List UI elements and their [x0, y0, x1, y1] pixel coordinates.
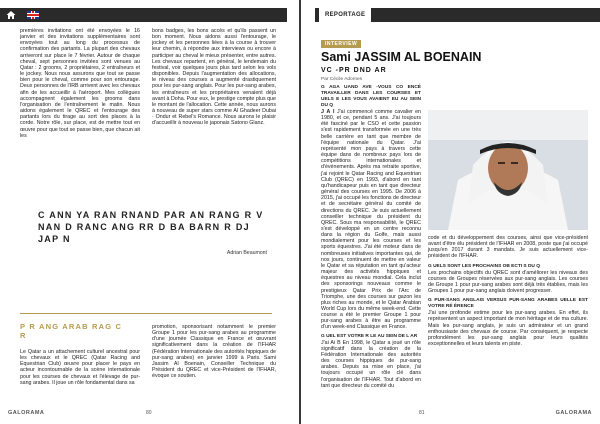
home-icon[interactable] [6, 10, 16, 20]
right-page [301, 0, 600, 424]
answer-text: J'ai une profonde estime pour les pur-sang arabes. En effet, ils représentent un aspect important de mon héritage et de ma culture. Mais les pur-sang anglais, je suis un admirateur et un grand enthousiaste des chevaux de course. Par conséquent, je respecte profondément les pur-sang anglais pour leurs qualités exceptionnelles et leurs talents en piste. [428, 310, 588, 348]
portrait-photo [428, 110, 588, 230]
question: G UEL EST VOTRE R LE AU SEIN DE L AR [321, 333, 418, 339]
interview-badge: INTERVIEW [321, 40, 361, 48]
body-text-column-2: bons badges, les bons accès et qu'ils passent un bon moment. Nous aidons aussi l'entourage, le jockey et les personnes liées à la course à trouver leur chemin, à répondre aux interviews ou encore à participer au cheval le mieux présenter, entre autres. Les chevaux repartent, en général, le lendemain du festival, voir quelques jours plus tard selon les vols disponibles. Depuis l'augmentation des allocations, le niveau des courses a augmenté drastiquement pour les pur-sang anglais. Pour les pur-sang arabes, les entraîneurs et les propriétaires venaient déjà avant à Doha. Pour eux, le prestige compte plus que le montant de l'allocation. Cette année, nous aurons à nouveau de super stars comme Al Ghadeer Dubai · Ondur et Rebel's Romance. Nous aurons le plaisir d'accueillir à nouveau le japonais Satono Glanz. [152, 28, 276, 127]
top-bar [315, 8, 600, 22]
top-bar [0, 8, 287, 22]
intro-text-column-2: promotion, sponsorisant notamment le premier Groupe 1 pour les pur-sang arabes au programme d'une journée Classique en France et œuvrant significativement dans la création de l'IFHAR (Fédération Internationale des autorités hippiques de pur-sang arabes) en janvier 1999 à Paris. Sami Jassim Al Boenain, Conseiller Technique du Président du QREC et vice-Président de l'IFHAR, évoque ce soutien. [152, 324, 276, 380]
uk-flag-icon[interactable] [27, 11, 39, 19]
interview-column-1 [321, 85, 421, 389]
interview-column-2 [428, 235, 588, 347]
question: G UELS SONT LES PROCHAINS OB ECTI S DU Q [428, 263, 540, 269]
answer-text: J'ai commencé comme cavalier en 1980, et ce, pendant 5 ans. J'ai toujours été fasciné par le CSO et cette passion s'est rapidement transformée en une très belle carrière en tant que membre de l'équipe nationale du Qatar. J'ai représenté mon pays à travers cette équipe dans de nombreux pays lors de compétitions internationales et d'événements. Après ma retraite sportive, j'ai rejoint le Qatar Racing and Equestrian Club (QREC) en 1993, d'abord en tant qu'handicapeur puis en tant que directeur général des courses en 1995. De 2006 à 2015, j'ai occupé les fonctions de directeur et de secrétaire général du comité de directions du QREC. Je suis actuellement conseiller technique du président du QREC. Sous ma responsabilité, le QREC s'est développé en un centre reconnu dans la région du Golfe, mais aussi mondialement pour les courses et les sports équestres. J'ai été moteur dans de nombreuses initiatives importantes qui, de nos jours, continuent de mettre en valeur le Qatar et sa réputation en tant qu'acteur majeur des activités hippiques et équestres au niveau mondial. Cela inclut des sponsorings nouveaux comme le prestigieux Qatar Prix de l'Arc de Triomphe, une des courses sur gazon les plus riches au monde, et le Qatar Arabian World Cup lors du même week-end. Cette course a été le premier Groupe 1 pour pur-sang arabes à être au programme d'un week-end Classique en France. [321, 109, 421, 331]
answer-text: J'ai Ai B En 1998, le Qatar a joué un rôle significatif dans la création de la Fédération Internationale des autorités des courses hippiques de pur-sang arabes. Depuis sa mise en place, j'ai toujours occupé un rôle clé dans l'organisation de l'IFHAR. Tout d'abord en tant que directeur du comité du [321, 339, 421, 389]
page-number: 81 [419, 410, 425, 416]
magazine-logo: GALORAMA [8, 410, 45, 416]
divider [20, 313, 272, 314]
page-number: 80 [146, 410, 152, 416]
left-page [0, 0, 299, 424]
answer-label: J A I [321, 109, 335, 115]
magazine-logo: GALORAMA [555, 410, 592, 416]
body-text-column-1: premières invitations ont été envoyées le 16 janvier et des invitations supplémentaires sont envoyées tout au long du processus de confirmation des partants. La plupart des chevaux arriveront sur place le 7 février. Autour de chaque cheval, sept personnes invitées sont venues au Qatar : 2 grooms, 2 propriétaires, 2 entraîneurs et le jockey. Nous nous assurons que tout se passe bien pour le cheval, comme pour son entourage. Deux personnes de l'IRB arrivent avec les chevaux afin de les accueillir à l'aéroport. Mes collègues accompagnent également les grooms dans l'organisation de l'entraînement le matin. Nous aidons également le QREC et l'entourage des partants lors du tirage au sort des places à la corde. Notre rôle, sur place, est de mettre tout en œuvre pour que tout se passe bien, que chacun ait les [20, 28, 140, 139]
intro-text-column-1: Le Qatar a un attachement culturel ancestral pour les chevaux et le QREC (Qatar Racing and Equestrian Club) œuvre pour placer le pays en acteur incontournable de la scène internationale pour les courses de chevaux et l'élevage de pur-sang arabes. Il joue un rôle fondamental dans sa [20, 349, 140, 386]
answer-text: code et du développement des courses, ainsi que vice-président avant d'être élu président de l'IFHAR en 2008, poste que j'ai occupé jusqu'en 2017 durant 3 mandats. Je suis actuellement vice-président de l'IFHAR. [428, 235, 588, 260]
question: G PUR-SANG ANGLAIS VERSUS PUR-SANG ARABES UELLE EST VOTRE RÉ ÉRENCE [428, 298, 588, 310]
pull-quote: C ANN YA RAN RNAND PAR AN RANG R V NAN D RANC ANG RR D BA BARN R DJ JAP N [38, 210, 264, 244]
byline: Par Cécile Adornes [321, 77, 363, 82]
section-subheading: P R ANG ARAB RAG C R [20, 322, 123, 340]
interviewee-title: VC -PR DND AR [321, 67, 387, 74]
quote-author: Adrian Beaumont [226, 250, 267, 256]
section-label: REPORTAGE [319, 8, 371, 22]
question: G AGA UAND AVE -VOUS CO ENCÉ TRAVAILLER DANS LES COURSES ET UELS E LES VOUS AVAIENT EU AU SEIN DU Q [321, 85, 421, 108]
answer-text: Les prochains objectifs du QREC sont d'améliorer les niveaux des courses de Groupes réservées aux pur-sang anglais. Les courses de Groupe 1 pour pur-sang arabes sont déjà très établies, mais les Groupes 1 pour pur-sang anglais doivent progresser. [428, 269, 588, 295]
interviewee-name: Sami JASSIM AL BOENAIN [321, 50, 482, 64]
